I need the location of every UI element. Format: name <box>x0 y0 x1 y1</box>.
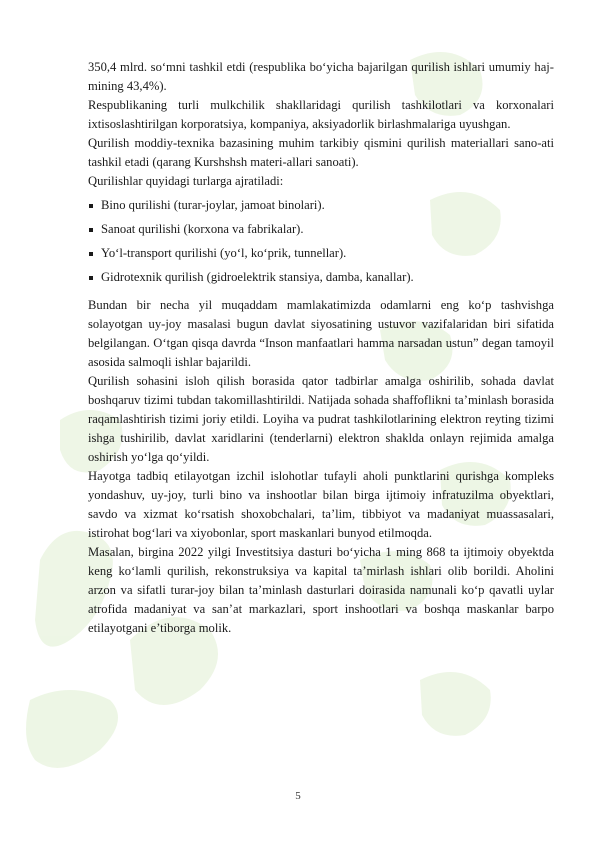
list-item <box>88 268 554 287</box>
bullet-icon <box>89 204 93 208</box>
paragraph: Bundan bir necha yil muqaddam mamlakatimizda odamlarni eng ko‘p tashvishga solayotgan uy-joy masalasi bugun davlat siyosatining ustuvor vazifalaridan biri sifatida belgilangan. O‘tgan qisqa davrda “Inson manfaatlari hamma narsadan ustun” degan tamoyil asosida salmoqli ishlar bajarildi. <box>88 298 554 369</box>
list-item <box>88 220 554 239</box>
paragraph: Qurilishlar quyidagi turlarga ajratiladi: <box>88 174 284 188</box>
bullet-list <box>88 196 554 287</box>
list-item <box>88 244 554 263</box>
paragraph: Masalan, birgina 2022 yilgi Investitsiya dasturi bo‘yicha 1 ming 868 ta ijtimoiy obyektda keng ko‘lamli qurilish, rekonstruksiya va kapital ta’mirlash ishlari olib borildi. Aholini arzon va sifatli turar-joy bilan ta’minlash dasturlari doirasida namunali ko‘p qavatli uylar atrofida madaniyat va san’at markazlari, sport inshootlari va boshqa maskanlar barpo etilayotgani e’tiborga molik. <box>88 545 554 635</box>
paragraph: 350,4 mlrd. so‘mni tashkil etdi (respublika bo‘yicha bajarilgan qurilish ishlari umumiy haj-mining 43,4%). <box>88 60 554 93</box>
page-number: 5 <box>295 790 301 802</box>
paragraph: Qurilish moddiy-texnika bazasining muhim tarkibiy qismini qurilish materiallari sano-ati tashkil etadi (qarang Kurshshsh materi-allari sanoati). <box>88 136 554 169</box>
bullet-icon <box>89 276 93 280</box>
paragraph: Respublikaning turli mulkchilik shakllaridagi qurilish tashkilotlari va korxonalari ixtisoslashtirilgan korporatsiya, kompaniya, aksiyadorlik birlashmalariga uyushgan. <box>88 98 554 131</box>
list-item-text: Yo‘l-transport qurilishi (yo‘l, ko‘prik, tunnellar). <box>101 246 347 260</box>
list-item <box>88 196 554 215</box>
list-item-text: Sanoat qurilishi (korxona va fabrikalar). <box>101 222 304 236</box>
paragraph: Qurilish sohasini isloh qilish borasida qator tadbirlar amalga oshirilib, sohada davlat boshqaruv tizimi tubdan takomillashtirildi. Natijada sohada shaffoflikni ta’minlash borasida raqamlashtirish tizimi joriy etildi. Loyiha va pudrat tashkilotlarining elektron reyting tizimi ishga tushirilib, davlat xaridlarini (tenderlarni) elektron shaklda onlayn rejimida amalga oshirish yo‘lga qo‘yildi. <box>88 374 554 464</box>
document-body <box>88 58 554 638</box>
bullet-icon <box>89 252 93 256</box>
paragraph: Hayotga tadbiq etilayotgan izchil islohotlar tufayli aholi punktlarini qurishga kompleks yondashuv, uy-joy, turli bino va inshootlar bilan birga ijtimoiy infratuzilma obyektlari, savdo va xizmat ko‘rsatish shoxobchalari, ta’lim, tibbiyot va madaniyat muassasalari, istirohat bog‘lari va xiyobonlar, sport maskanlari bunyod etilmoqda. <box>88 469 554 540</box>
list-item-text: Gidrotexnik qurilish (gidroelektrik stansiya, damba, kanallar). <box>101 270 414 284</box>
bullet-icon <box>89 228 93 232</box>
list-item-text: Bino qurilishi (turar-joylar, jamoat binolari). <box>101 198 325 212</box>
